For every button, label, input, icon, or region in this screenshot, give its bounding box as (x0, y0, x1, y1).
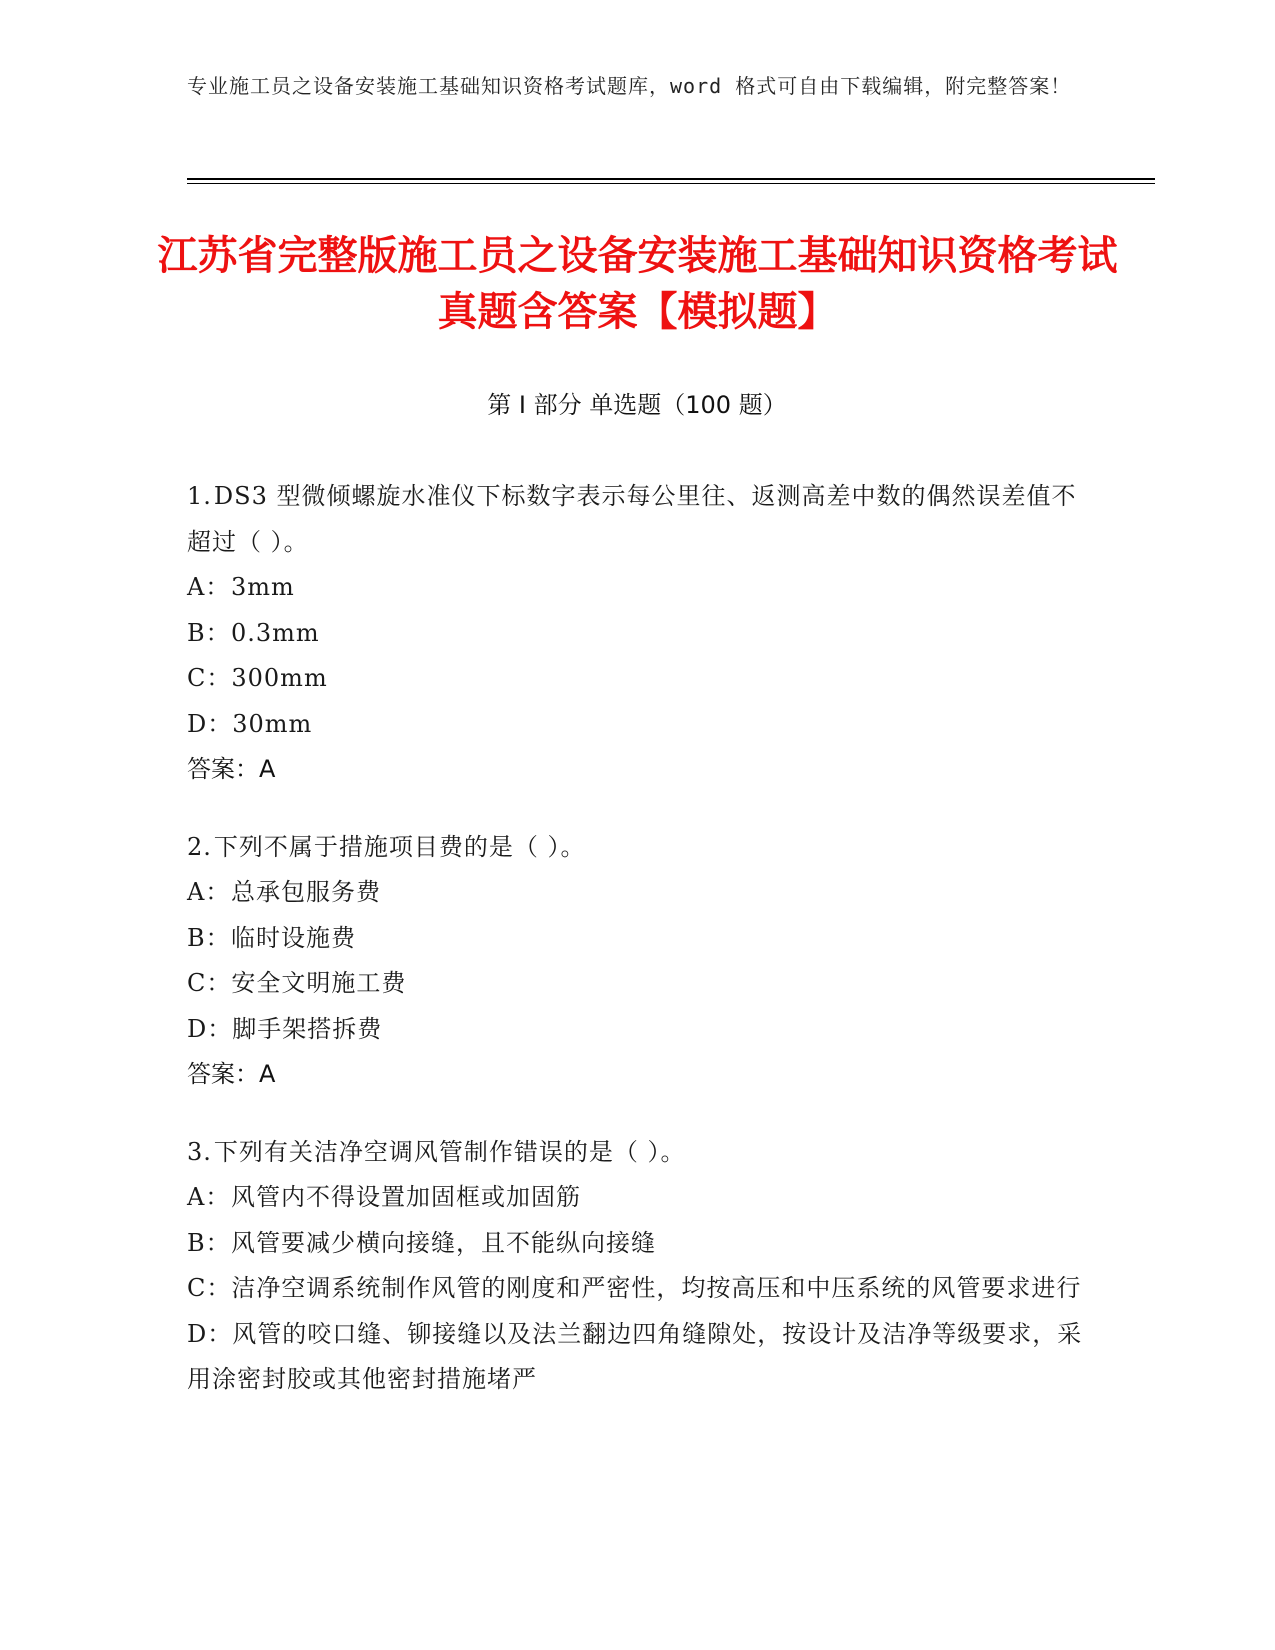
document-title: 江苏省完整版施工员之设备安装施工基础知识资格考试真题含答案【模拟题】 (157, 233, 1118, 335)
option-key: D： (187, 709, 233, 738)
question-list (187, 474, 1087, 1435)
option-key: C： (187, 969, 232, 997)
option-key: A： (187, 878, 231, 906)
option-text: 30mm (232, 709, 313, 738)
question-text (187, 474, 1087, 565)
option-text: 总承包服务费 (231, 878, 381, 906)
option-key: A： (187, 1183, 231, 1211)
option-text: 300mm (231, 664, 328, 692)
option-text: 风管的咬口缝、铆接缝以及法兰翻边四角缝隙处，按设计及洁净等级要求，采用涂密封胶或其他密封措施堵严 (187, 1319, 1083, 1393)
option-text: 3mm (231, 573, 295, 601)
option-text: 0.3mm (231, 618, 320, 647)
question-stem: DS3 型微倾螺旋水准仪下标数字表示每公里往、返测高差中数的偶然误差值不超过（ ）。 (187, 482, 1077, 556)
option-key: C： (187, 1274, 232, 1302)
option-b (187, 1221, 1087, 1267)
option-c (187, 1266, 1087, 1312)
question-text (187, 1130, 1087, 1176)
question-1 (187, 474, 1087, 793)
option-key: B： (187, 618, 231, 647)
question-2 (187, 825, 1087, 1098)
option-key: B： (187, 923, 231, 952)
question-number: 1. (187, 482, 212, 510)
answer: 答案：A (187, 1060, 276, 1088)
option-text: 安全文明施工费 (231, 969, 407, 997)
option-text: 洁净空调系统制作风管的刚度和严密性，均按高压和中压系统的风管要求进行 (231, 1274, 1082, 1302)
question-3 (187, 1130, 1087, 1403)
header-divider-thick (187, 178, 1155, 180)
option-text: 脚手架搭拆费 (232, 1014, 383, 1043)
question-stem: 下列有关洁净空调风管制作错误的是（ ）。 (213, 1137, 686, 1166)
question-number: 3. (187, 1137, 212, 1166)
option-b (187, 611, 1087, 657)
option-a (187, 870, 1087, 916)
option-c (187, 961, 1087, 1007)
option-text: 风管内不得设置加固框或加固筋 (231, 1183, 581, 1211)
option-text: 临时设施费 (231, 923, 356, 952)
header-note: 专业施工员之设备安装施工基础知识资格考试题库，word 格式可自由下载编辑，附完整答案！ (187, 74, 1072, 98)
option-key: D： (187, 1014, 233, 1043)
answer: 答案：A (187, 755, 276, 783)
option-b (187, 916, 1087, 962)
question-stem: 下列不属于措施项目费的是（ ）。 (213, 832, 586, 861)
option-a (187, 1175, 1087, 1221)
option-c (187, 656, 1087, 702)
option-a (187, 565, 1087, 611)
option-key: B： (187, 1228, 231, 1257)
option-d (187, 702, 1087, 748)
option-d (187, 1007, 1087, 1053)
option-key: C： (187, 664, 232, 692)
header-divider-thin (187, 183, 1155, 184)
section-heading: 第 I 部分 单选题（100 题） (487, 391, 787, 419)
option-key: D： (187, 1319, 233, 1348)
question-number: 2. (187, 832, 212, 861)
question-text (187, 825, 1087, 871)
option-d (187, 1312, 1087, 1403)
option-text: 风管要减少横向接缝，且不能纵向接缝 (231, 1228, 656, 1257)
option-key: A： (187, 573, 231, 601)
